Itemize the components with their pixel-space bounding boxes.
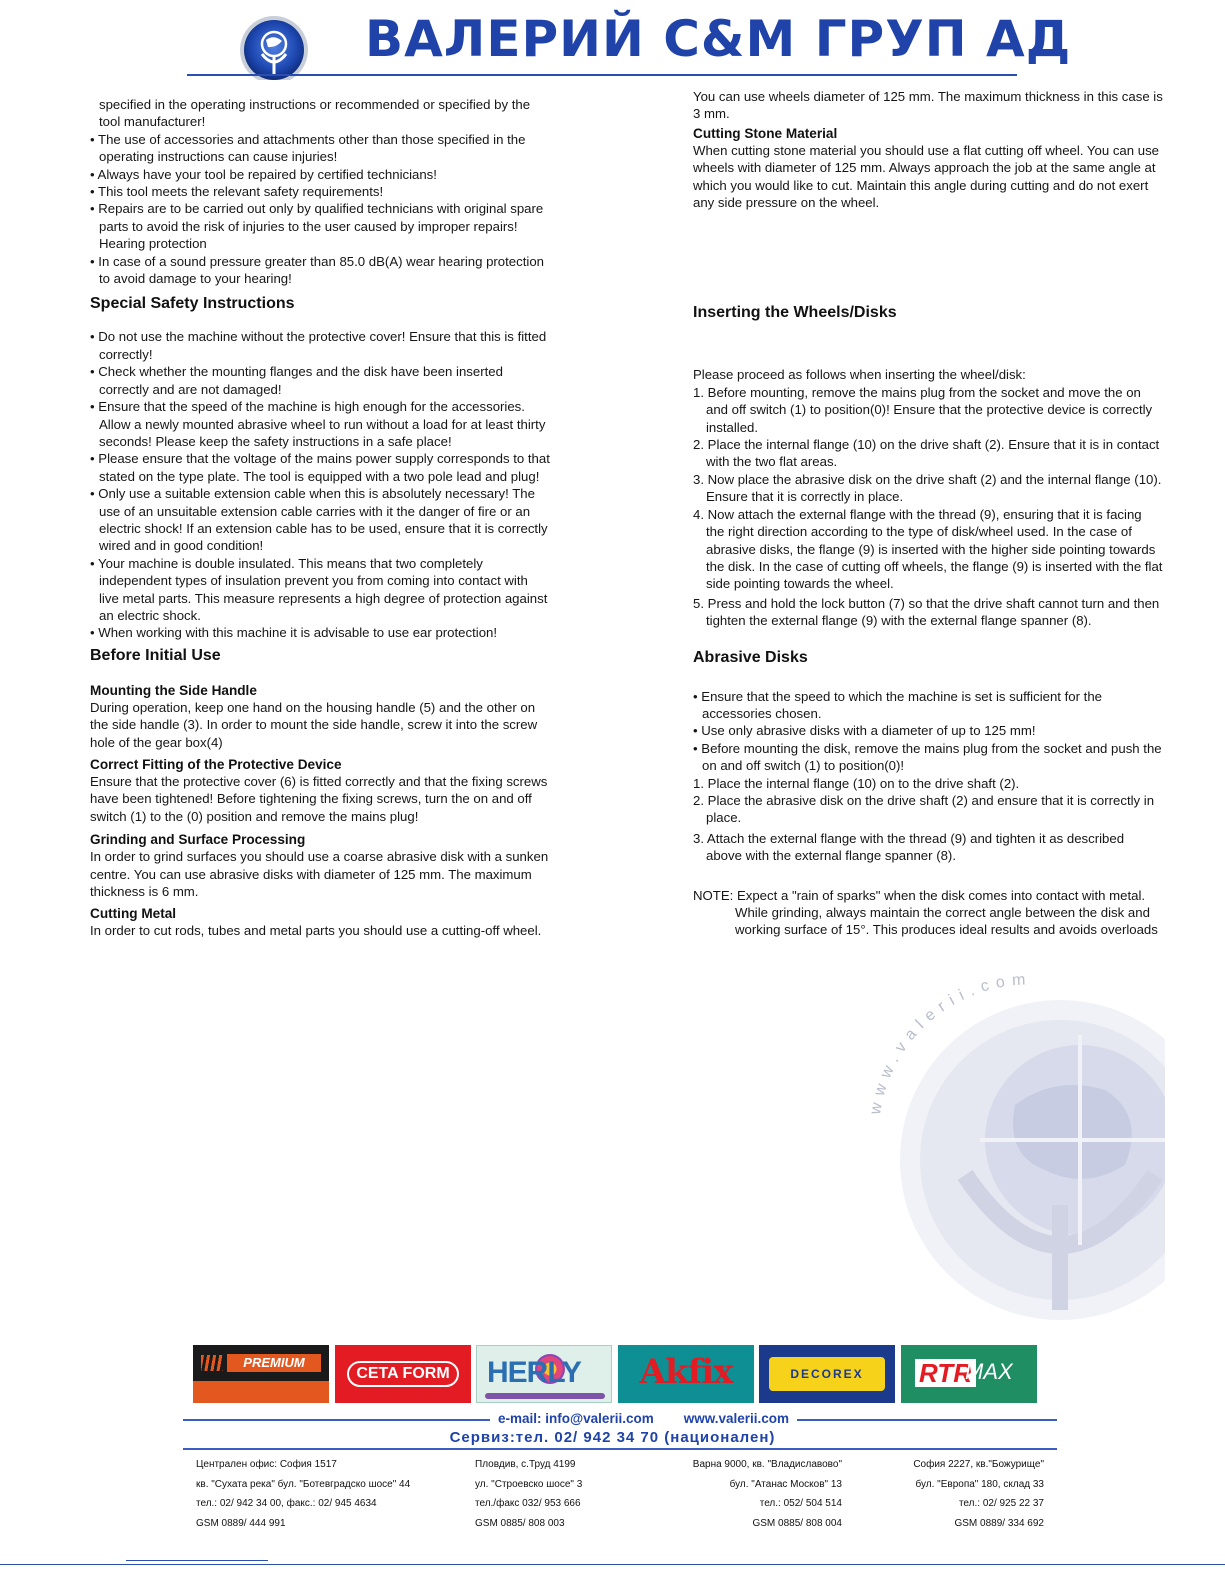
- special-safety-item: • Ensure that the speed of the machine is high enough for the accessories. Allow a newly mounted abrasive wheel to run without a load for at least thirty seconds! Please keep the safety instructions in a safe place!: [90, 399, 546, 449]
- special-safety-item: • Your machine is double insulated. This means that two completely independent types of insulation prevent you from coming into contact with live metal parts. This measure represents a high degree of protection against an electric shock.: [90, 555, 548, 623]
- office-address-sofia-central: [196, 1455, 410, 1533]
- brand-decorex-logo: [759, 1345, 895, 1403]
- paragraph-cutting-metal: In order to cut rods, tubes and metal parts you should use a cutting-off wheel.: [90, 923, 542, 939]
- office-line: ул. "Строевско шосе" 3: [475, 1478, 583, 1490]
- brand-max-label: MAX: [965, 1359, 1013, 1384]
- subheading-mounting-side-handle: Mounting the Side Handle: [90, 682, 257, 698]
- section-heading-special-safety: Special Safety Instructions: [90, 295, 295, 313]
- inserting-step: 3. Now place the abrasive disk on the drive shaft (2) and the internal flange (10). Ensure that it is correctly in place.: [693, 471, 1162, 505]
- office-line: GSM 0885/ 808 004: [752, 1517, 842, 1529]
- paragraph-protective-device: Ensure that the protective cover (6) is fitted correctly and that the fixing screws have been tightened! Before tightening the fixing screws, turn the on and off switch (1) to the (0) position and remove the mains plug!: [90, 774, 548, 824]
- office-line: Централен офис: София 1517: [196, 1459, 337, 1470]
- subheading-cutting-metal: Cutting Metal: [90, 906, 177, 922]
- office-address-plovdiv: [475, 1455, 582, 1533]
- office-line: тел.: 02/ 925 22 37: [958, 1498, 1044, 1509]
- abrasive-step: 3. Attach the external flange with the thread (9) and tighten it as described above with the external flange spanner (8).: [693, 830, 1125, 864]
- special-safety-item: • Only use a suitable extension cable when this is absolutely necessary! The use of an unsuitable extension cable carries with it the danger of fire or an electric shock! If an extension cable has to be used, ensure that it is correctly wired and in good condition!: [90, 486, 548, 554]
- office-line: бул. "Европа" 180, склад 33: [915, 1478, 1044, 1490]
- abrasive-bullet: • Before mounting the disk, remove the mains plug from the socket and push the on and off switch (1) to position(0)!: [693, 740, 1162, 774]
- subheading-grinding: Grinding and Surface Processing: [90, 832, 306, 848]
- office-line: тел./факс 032/ 953 666: [475, 1498, 581, 1509]
- brand-premium-logo: [193, 1345, 329, 1403]
- page-header: [0, 0, 1225, 80]
- office-line: Пловдив, с.Труд 4199: [475, 1459, 576, 1470]
- email-link[interactable]: e-mail: info@valerii.com: [498, 1411, 654, 1426]
- special-safety-item: • Please ensure that the voltage of the mains power supply corresponds to that stated on the type plate. The tool is equipped with a two pole lead and plug!: [90, 451, 550, 484]
- bottom-link-underline: [126, 1560, 268, 1561]
- brand-rtr-label: RTR: [915, 1359, 976, 1387]
- brand-rtrmax-logo: [901, 1345, 1037, 1403]
- office-line: GSM 0889/ 444 991: [196, 1517, 286, 1529]
- safety-item: specified in the operating instructions or recommended or specified by the tool manufacturer!: [99, 97, 531, 130]
- website-link[interactable]: www.valerii.com: [683, 1411, 790, 1426]
- section-heading-abrasive-disks: Abrasive Disks: [693, 648, 808, 666]
- brand-logos-strip: [193, 1345, 1038, 1405]
- brand-ceta-form-logo: [335, 1345, 471, 1403]
- page-bottom-rule: [0, 1564, 1225, 1565]
- office-line: тел.: 02/ 942 34 00, факс.: 02/ 945 4634: [196, 1498, 377, 1509]
- subheading-cutting-stone: Cutting Stone Material: [693, 125, 838, 141]
- brand-herly-label: HERLY: [487, 1356, 581, 1389]
- safety-item: • In case of a sound pressure greater than 85.0 dB(A) wear hearing protection to avoid damage to your hearing!: [90, 253, 544, 287]
- special-safety-item: • Check whether the mounting flanges and the disk have been inserted correctly and are not damaged!: [90, 364, 503, 397]
- office-address-varna: [650, 1455, 842, 1533]
- paragraph-mounting-side-handle: During operation, keep one hand on the housing handle (5) and the other on the side handle (3). In order to mount the side handle, screw it into the screw hole of the gear box(4): [90, 699, 538, 750]
- safety-item: • The use of accessories and attachments other than those specified in the operating instructions can cause injuries!: [90, 131, 526, 165]
- office-line: GSM 0889/ 334 692: [954, 1517, 1044, 1529]
- paragraph-wheel-diameter: You can use wheels diameter of 125 mm. The maximum thickness in this case is 3 mm.: [693, 89, 1163, 122]
- service-phone: Сервиз:тел. 02/ 942 34 70 (национален): [449, 1429, 776, 1446]
- watermark-logo-icon: [855, 965, 1165, 1330]
- section-heading-before-initial-use: Before Initial Use: [90, 646, 221, 664]
- office-line: тел.: 052/ 504 514: [759, 1498, 842, 1509]
- paragraph-cutting-stone: When cutting stone material you should use a flat cutting off wheel. You can use wheels with diameter of 125 mm. Always approach the job at the same angle at which you would like to cut. Maintain this angle during cutting and do not exert any side pressure on the wheel.: [693, 142, 1160, 211]
- safety-item: • Always have your tool be repaired by certified technicians!: [90, 166, 437, 182]
- right-column: [693, 88, 1163, 939]
- abrasive-bullet: • Use only abrasive disks with a diameter of up to 125 mm!: [693, 723, 1036, 739]
- company-title: ВАЛЕРИЙ С&M ГРУП АД: [365, 10, 1072, 68]
- company-logo-icon: [236, 14, 312, 80]
- office-line: Варна 9000, кв. "Владиславово": [692, 1459, 842, 1470]
- abrasive-step: 2. Place the abrasive disk on the drive shaft (2) and ensure that it is correctly in place.: [693, 792, 1155, 826]
- office-line: бул. "Атанас Москов" 13: [729, 1478, 842, 1490]
- inserting-step: 5. Press and hold the lock button (7) so that the drive shaft cannot turn and then tighten the external flange (9) with the external flange spanner (8).: [693, 595, 1160, 629]
- header-divider: [187, 74, 1017, 76]
- special-safety-item: • Do not use the machine without the protective cover! Ensure that this is fitted correctly!: [90, 329, 547, 362]
- special-safety-item: • When working with this machine it is advisable to use ear protection!: [90, 625, 498, 641]
- left-column: [90, 96, 550, 940]
- footer-contact: [490, 1411, 797, 1426]
- note-sparks: NOTE: Expect a "rain of sparks" when the disk comes into contact with metal. While grinding, always maintain the correct angle between the disk and working surface of 15°. This produces ideal results and avoids overloads: [693, 887, 1158, 938]
- office-line: кв. "Сухата река" бул. "Ботевградско шосе" 44: [196, 1478, 411, 1490]
- abrasive-bullet: • Ensure that the speed to which the machine is set is sufficient for the accessories chosen.: [693, 688, 1103, 721]
- inserting-step: 4. Now attach the external flange with the thread (9), ensuring that it is facing the right direction according to the type of disk/wheel used. In the case of abrasive disks, the flange (9) is inserted with the higher side pointing towards the disk. In the case of cutting off wheels, the flange (9) is inserted with the flat side pointing towards the wheel.: [693, 506, 1163, 592]
- office-line: София 2227, кв."Божурище": [913, 1459, 1044, 1470]
- paragraph-inserting-intro: Please proceed as follows when inserting the wheel/disk:: [693, 367, 1026, 383]
- paragraph-grinding: In order to grind surfaces you should use a coarse abrasive disk with a sunken centre. You can use abrasive disks with diameter of 125 mm. The maximum thickness is 6 mm.: [90, 849, 549, 900]
- brand-decorex-label: DECOREX: [769, 1357, 885, 1391]
- watermark-url: www.valerii.com: [866, 971, 1033, 1116]
- abrasive-step: 1. Place the internal flange (10) on to the drive shaft (2).: [693, 775, 1020, 791]
- safety-item: • Repairs are to be carried out only by qualified technicians with original spare parts to avoid the risk of injuries to the user caused by improper repairs! Hearing protection: [90, 201, 544, 252]
- inserting-step: 2. Place the internal flange (10) on the drive shaft (2). Ensure that it is in contact with the two flat areas.: [693, 437, 1160, 470]
- office-address-sofia-bozhurishte: [870, 1455, 1044, 1533]
- brand-akfix-label: Akfix: [639, 1352, 733, 1392]
- subheading-protective-device: Correct Fitting of the Protective Device: [90, 757, 342, 772]
- footer-divider: [183, 1448, 1057, 1450]
- brand-premium-label: PREMIUM: [227, 1354, 321, 1372]
- office-line: GSM 0885/ 808 003: [475, 1517, 565, 1529]
- brand-ceta-form-label: CETA FORM: [347, 1361, 459, 1387]
- inserting-step: 1. Before mounting, remove the mains plug from the socket and move the on and off switch (1) to position(0)! Ensure that the protective device is correctly installed.: [693, 384, 1153, 435]
- safety-item: • This tool meets the relevant safety requirements!: [90, 184, 384, 200]
- brand-akfix-logo: [618, 1345, 754, 1403]
- brand-herly-logo: [476, 1345, 612, 1403]
- section-heading-inserting-wheels: Inserting the Wheels/Disks: [693, 304, 897, 322]
